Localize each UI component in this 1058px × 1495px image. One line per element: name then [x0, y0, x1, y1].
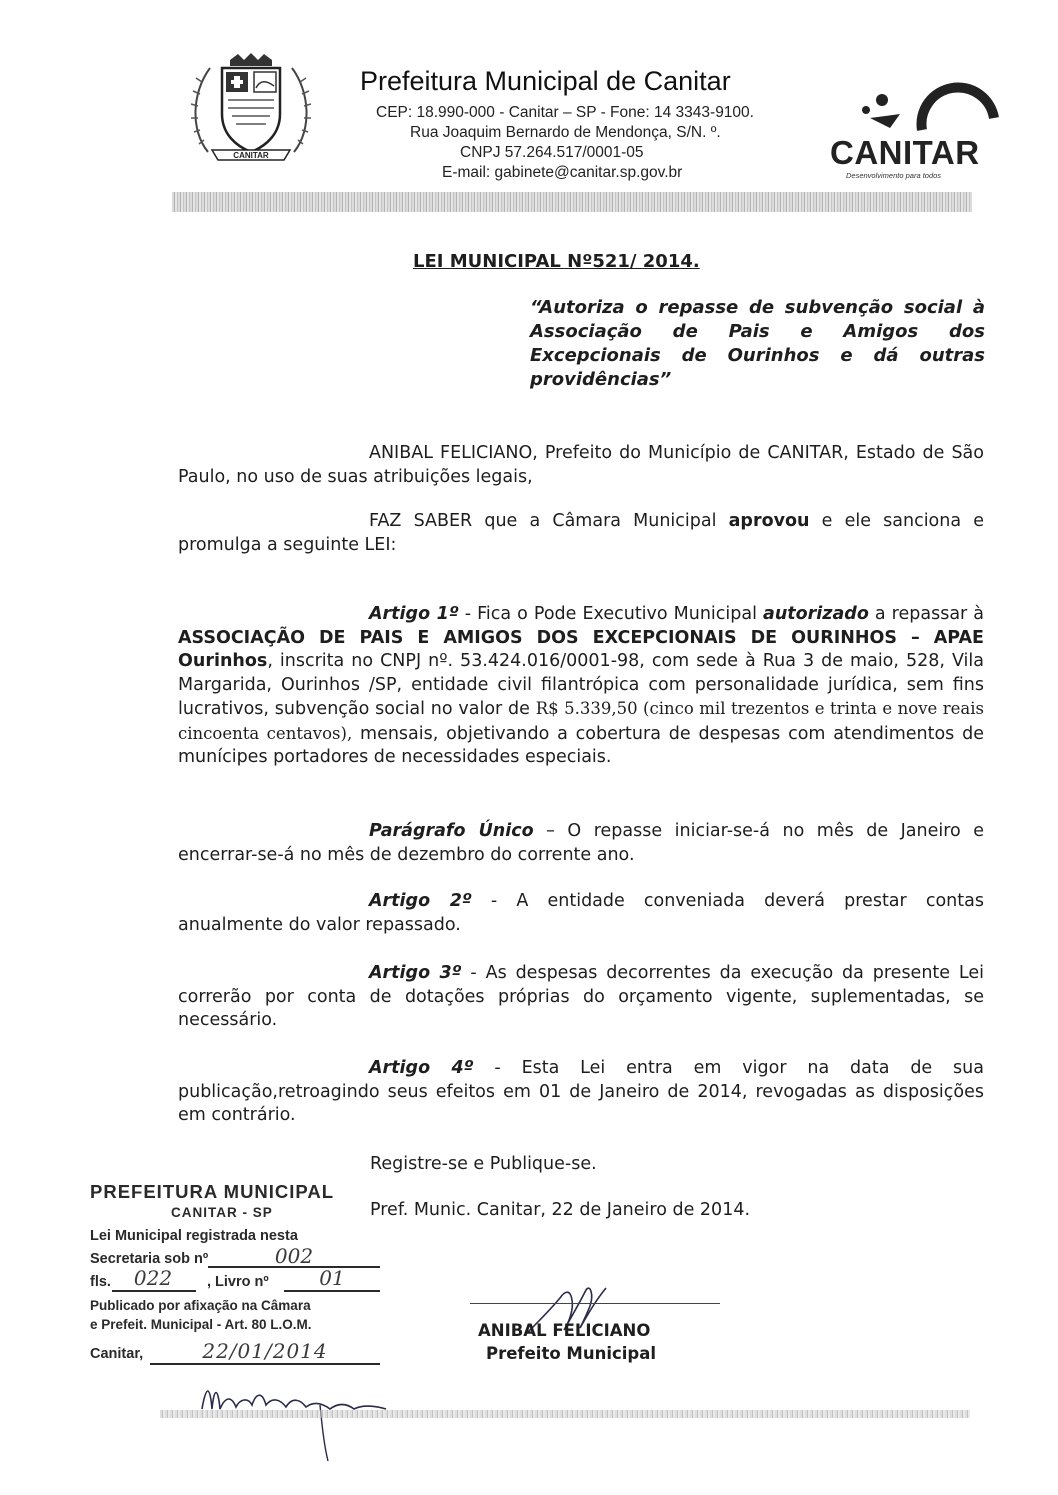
initials-signature-icon [196, 1375, 396, 1465]
crest-label: CANITAR [233, 151, 269, 160]
artigo-2-text: - A entidade conveniada deverá prestar contas anualmente do valor repassado. [178, 891, 984, 935]
stamp-title: PREFEITURA MUNICIPAL [90, 1181, 335, 1202]
header-address: Rua Joaquim Bernardo de Mendonça, S/N. º. [410, 124, 721, 141]
artigo-3-label: Artigo 3º [369, 963, 462, 983]
artigo-4-label: Artigo 4º [369, 1058, 474, 1078]
signatory-name: ANIBAL FELICIANO [478, 1321, 651, 1340]
stamp-city: CANITAR - SP [171, 1205, 273, 1220]
header-email: E-mail: gabinete@canitar.sp.gov.br [442, 164, 683, 181]
artigo-1-text-2: a repassar à [868, 604, 984, 624]
stamp-date: 22/01/2014 [202, 1339, 328, 1363]
stamp-livro-label: , Livro nº [206, 1274, 269, 1290]
faz-saber-before: FAZ SABER que a Câmara Municipal [369, 511, 729, 531]
header-cep: CEP: 18.990-000 - Canitar – SP - Fone: 14 3343-9100. [376, 104, 754, 121]
artigo-4-text: - Esta Lei entra em vigor na data de sua publicação,retroagindo seus efeitos em 01 de Janeiro de 2014, revogadas as disposições em contrário. [178, 1058, 984, 1125]
stamp-prefeit: e Prefeit. Municipal - Art. 80 L.O.M. [90, 1317, 312, 1332]
header-cnpj: CNPJ 57.264.517/0001-05 [460, 144, 644, 161]
artigo-1-text-4: mensais, objetivando a cobertura de despesas com atendimentos de munícipes portadores de necessidades especiais. [178, 723, 984, 767]
signatory-role: Prefeito Municipal [486, 1344, 657, 1363]
stamp-sec-number: 002 [274, 1244, 314, 1268]
artigo-1-text-3: , inscrita no CNPJ nº. 53.424.016/0001-98, com sede à Rua 3 de maio, 528, Vila Margarida, Ourinhos /SP, entidade civil filantrópica com personalidade jurídica, sem fins lucrativos, subvenção social no valor de [178, 651, 984, 719]
artigo-2-paragraph [178, 890, 984, 937]
stamp-fls-label: fls. [90, 1274, 111, 1290]
artigo-1-amount: R$ 5.339,50 (cinco mil trezentos e trinta e nove reais cincoenta centavos), [178, 699, 984, 743]
artigo-2-label: Artigo 2º [369, 891, 472, 911]
artigo-1-entity: ASSOCIAÇÃO DE PAIS E AMIGOS DOS EXCEPCIONAIS DE OURINHOS – APAE Ourinhos [178, 627, 984, 671]
artigo-1-autorizado: autorizado [763, 604, 869, 624]
law-title: LEI MUNICIPAL Nº521/ 2014. [413, 251, 700, 272]
canitar-logo-word: CANITAR [830, 134, 980, 171]
header-divider-band [172, 192, 972, 212]
preamble-paragraph [178, 442, 984, 489]
stamp-canitar: Canitar, [90, 1346, 144, 1362]
stamp-livro-underline [284, 1290, 380, 1292]
artigo-3-paragraph [178, 962, 984, 1033]
stamp-registered: Lei Municipal registrada nesta [90, 1228, 298, 1244]
paragrafo-unico-text: – O repasse iniciar-se-á no mês de Janeiro e encerrar-se-á no mês de dezembro do corrente ano. [178, 821, 984, 865]
stamp-publicado: Publicado por afixação na Câmara [90, 1298, 311, 1313]
date-line: Pref. Munic. Canitar, 22 de Janeiro de 2014. [370, 1200, 751, 1220]
artigo-3-text: - As despesas decorrentes da execução da presente Lei correrão por conta de dotações próprias do orçamento vigente, suplementadas, se necessário. [178, 963, 984, 1030]
law-ementa: “Autoriza o repasse de subvenção social à Associação de Pais e Amigos dos Excepcionais de Ourinhos e dá outras providências” [530, 297, 985, 390]
preamble-text: ANIBAL FELICIANO, Prefeito do Município de CANITAR, Estado de São Paulo, no uso de suas atribuições legais, [178, 443, 984, 487]
artigo-1-text-1: - Fica o Pode Executivo Municipal [458, 604, 764, 624]
artigo-1-paragraph [178, 603, 984, 770]
header-title: Prefeitura Municipal de Canitar [360, 66, 731, 96]
stamp-date-underline [150, 1363, 380, 1365]
faz-saber-bold: aprovou [728, 511, 810, 531]
paragrafo-unico-label: Parágrafo Único [369, 821, 534, 841]
paragrafo-unico [178, 820, 984, 867]
stamp-fls-underline [112, 1290, 196, 1292]
faz-saber-after: e ele sanciona e promulga a seguinte LEI: [178, 511, 984, 555]
canitar-logo-tagline: Desenvolvimento para todos [846, 171, 942, 180]
stamp-fls-number: 022 [133, 1266, 173, 1290]
stamp-secretaria: Secretaria sob nº [90, 1251, 209, 1267]
artigo-1-label: Artigo 1º [369, 604, 459, 624]
signature-line [470, 1303, 720, 1304]
footer-divider-band [160, 1410, 970, 1418]
municipal-crest-icon [186, 52, 316, 164]
faz-saber-paragraph [178, 510, 984, 557]
registre-line: Registre-se e Publique-se. [370, 1154, 597, 1174]
artigo-4-paragraph [178, 1057, 984, 1128]
stamp-livro-number: 01 [319, 1266, 345, 1290]
